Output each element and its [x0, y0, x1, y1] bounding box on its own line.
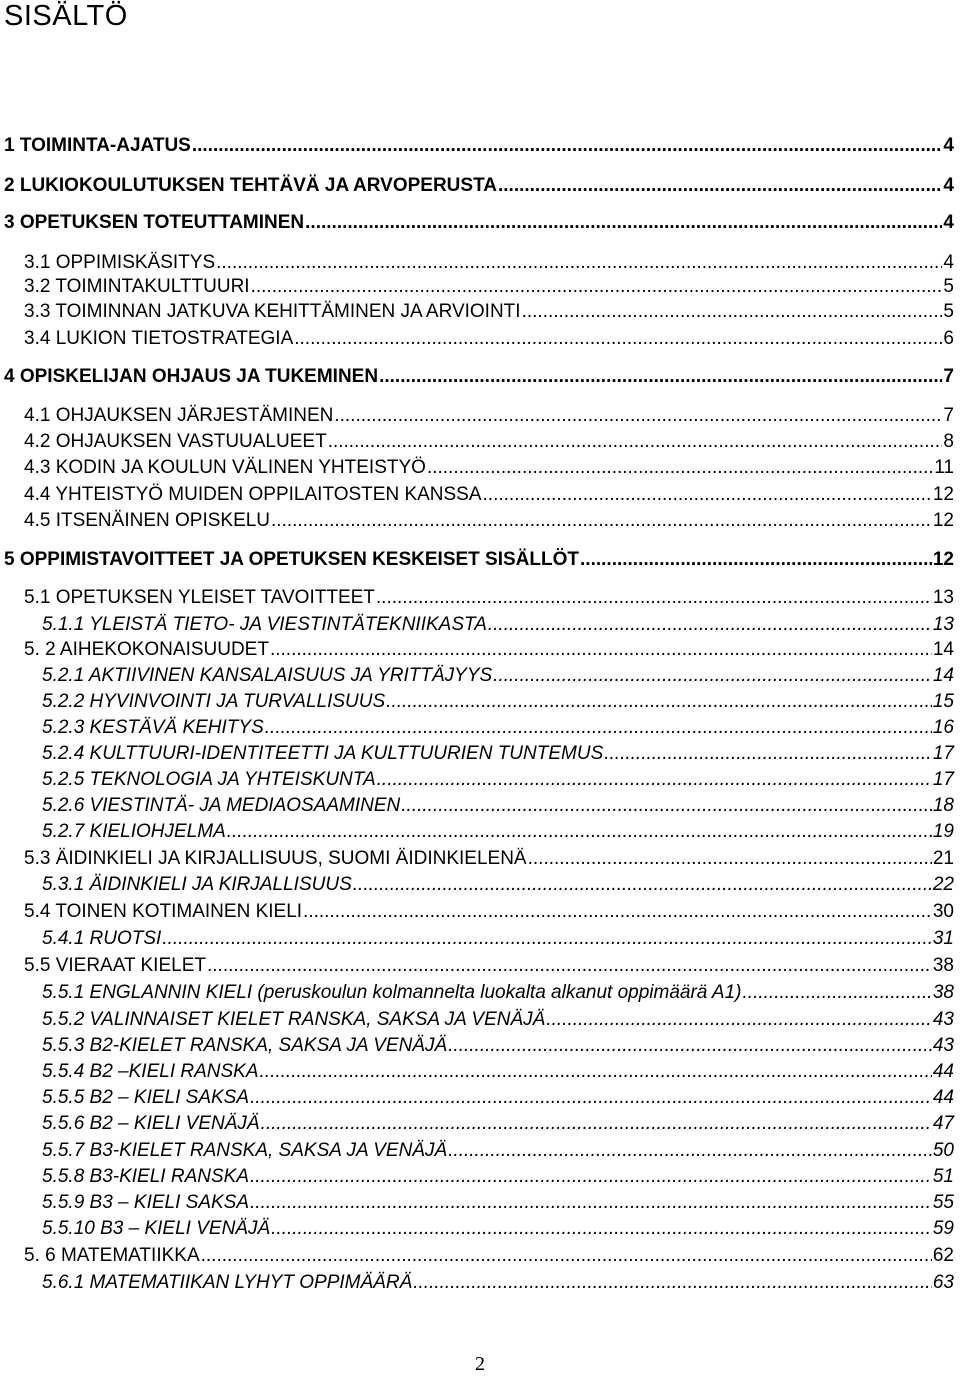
toc-entry-5-6[interactable]	[24, 1243, 954, 1269]
toc-leader	[250, 1085, 932, 1111]
toc-page: 7	[943, 366, 954, 387]
toc-entry-5-5-6[interactable]	[42, 1111, 954, 1137]
toc-label: 5. 6 MATEMATIIKKA	[24, 1245, 200, 1266]
toc-page: 14	[932, 639, 954, 660]
toc-label: 5.5.2 VALINNAISET KIELET RANSKA, SAKSA JA VENÄJÄ	[42, 1009, 546, 1030]
toc-entry-3[interactable]	[4, 210, 954, 236]
toc-leader	[498, 173, 942, 199]
toc-entry-4-1[interactable]	[24, 403, 954, 429]
toc-label: 3.4 LUKION TIETOSTRATEGIA	[24, 328, 294, 349]
toc-label: 5.4.1 RUOTSI	[42, 928, 162, 949]
toc-entry-3-1[interactable]	[24, 250, 954, 276]
toc-leader	[303, 899, 932, 925]
toc-leader	[216, 250, 942, 276]
toc-entry-5-2-5[interactable]	[42, 767, 954, 793]
toc-label: 5.2.5 TEKNOLOGIA JA YHTEISKUNTA	[42, 769, 376, 790]
toc-label: 5.2.1 AKTIIVINEN KANSALAISUUS JA YRITTÄJYYS	[42, 665, 493, 686]
toc-entry-5-5-10[interactable]	[42, 1216, 954, 1242]
toc-page: 63	[932, 1272, 954, 1293]
page-number: 2	[475, 1353, 485, 1375]
toc-leader	[448, 1138, 932, 1164]
toc-entry-5-2-7[interactable]	[42, 819, 954, 845]
toc-label: 4 OPISKELIJAN OHJAUS JA TUKEMINEN	[4, 366, 379, 387]
toc-page: 38	[932, 982, 954, 1003]
toc-entry-5-2-4[interactable]	[42, 741, 954, 767]
toc-label: 1 TOIMINTA-AJATUS	[4, 135, 191, 156]
toc-label: 5.5.9 B3 – KIELI SAKSA	[42, 1192, 250, 1213]
toc-label: 5.5.5 B2 – KIELI SAKSA	[42, 1087, 250, 1108]
toc-label: 5.5.4 B2 –KIELI RANSKA	[42, 1061, 259, 1082]
toc-page: 7	[943, 405, 954, 426]
toc-leader	[379, 364, 942, 390]
toc-label: 4.1 OHJAUKSEN JÄRJESTÄMINEN	[24, 405, 334, 426]
toc-leader	[493, 663, 932, 689]
toc-page: 5	[943, 276, 954, 297]
toc-page: 55	[932, 1192, 954, 1213]
toc-entry-5-5-5[interactable]	[42, 1085, 954, 1111]
toc-leader	[353, 872, 932, 898]
toc-page: 4	[943, 252, 954, 273]
toc-page: 22	[932, 874, 954, 895]
toc-leader	[401, 793, 932, 819]
toc-entry-5-5-9[interactable]	[42, 1190, 954, 1216]
toc-leader	[265, 715, 932, 741]
toc-entry-3-2[interactable]	[24, 274, 954, 300]
toc-label: 5.3.1 ÄIDINKIELI JA KIRJALLISUUS	[42, 874, 352, 895]
toc-label: 4.5 ITSENÄINEN OPISKELU	[24, 510, 271, 531]
toc-leader	[192, 133, 943, 159]
toc-entry-5-5-4[interactable]	[42, 1059, 954, 1085]
toc-leader	[250, 1164, 932, 1190]
toc-label: 5.5 VIERAAT KIELET	[24, 955, 206, 976]
toc-label: 5.6.1 MATEMATIIKAN LYHYT OPPIMÄÄRÄ	[42, 1272, 413, 1293]
toc-page: 8	[943, 431, 954, 452]
toc-leader	[162, 926, 932, 952]
toc-leader	[305, 210, 942, 236]
toc-leader	[251, 274, 943, 300]
toc-leader	[580, 547, 932, 573]
toc-entry-5-5-2[interactable]	[42, 1007, 954, 1033]
toc-label: 5.2.3 KESTÄVÄ KEHITYS	[42, 717, 264, 738]
toc-entry-5-2-2[interactable]	[42, 689, 954, 715]
toc-leader	[413, 1270, 932, 1296]
toc-leader	[250, 1190, 932, 1216]
toc-page: 4	[943, 135, 954, 156]
toc-label: 3.3 TOIMINNAN JATKUVA KEHITTÄMINEN JA ARVIOINTI	[24, 301, 521, 322]
toc-leader	[270, 637, 932, 663]
toc-entry-5-3-1[interactable]	[42, 872, 954, 898]
toc-leader	[294, 326, 942, 352]
toc-entry-5-5[interactable]	[24, 953, 954, 979]
toc-page: 17	[932, 743, 954, 764]
toc-label: 4.4 YHTEISTYÖ MUIDEN OPPILAITOSTEN KANSSA	[24, 484, 482, 505]
toc-entry-5-3[interactable]	[24, 846, 954, 872]
toc-entry-4-5[interactable]	[24, 508, 954, 534]
toc-leader	[377, 767, 932, 793]
toc-label: 5.1 OPETUKSEN YLEISET TAVOITTEET	[24, 587, 375, 608]
toc-entry-5-2-1[interactable]	[42, 663, 954, 689]
toc-entry-3-4[interactable]	[24, 326, 954, 352]
toc-entry-5-4[interactable]	[24, 899, 954, 925]
toc-leader	[522, 299, 943, 325]
toc-entry-1[interactable]	[4, 133, 954, 159]
toc-leader	[546, 1007, 932, 1033]
toc-leader	[261, 1111, 932, 1137]
toc-page: 6	[943, 328, 954, 349]
toc-page: 47	[932, 1113, 954, 1134]
toc-entry-5-2-6[interactable]	[42, 793, 954, 819]
toc-entry-5[interactable]	[4, 547, 954, 573]
toc-page: 44	[932, 1061, 954, 1082]
toc-entry-5-1[interactable]	[24, 585, 954, 611]
toc-leader	[386, 689, 932, 715]
toc-entry-5-4-1[interactable]	[42, 926, 954, 952]
toc-entry-5-2[interactable]	[24, 637, 954, 663]
toc-entry-5-6-1[interactable]	[42, 1270, 954, 1296]
toc-page: 44	[932, 1087, 954, 1108]
toc-page: 13	[932, 614, 954, 635]
toc-label: 5 OPPIMISTAVOITTEET JA OPETUKSEN KESKEISET SISÄLLÖT	[4, 549, 580, 570]
toc-page: 12	[932, 549, 954, 570]
toc-label: 5.2.4 KULTTUURI-IDENTITEETTI JA KULTTUURIEN TUNTEMUS	[42, 743, 604, 764]
toc-page: 12	[932, 484, 954, 505]
toc-page: 51	[932, 1166, 954, 1187]
toc-entry-5-5-7[interactable]	[42, 1138, 954, 1164]
toc-page: 21	[932, 848, 954, 869]
toc-page: 14	[932, 665, 954, 686]
toc-page: 16	[932, 717, 954, 738]
toc-leader	[271, 1216, 932, 1242]
toc-entry-4-4[interactable]	[24, 482, 954, 508]
toc-label: 5.2.6 VIESTINTÄ- JA MEDIAOSAAMINEN	[42, 795, 401, 816]
toc-page: 50	[932, 1140, 954, 1161]
toc-entry-4[interactable]	[4, 364, 954, 390]
toc-leader	[334, 403, 942, 429]
toc-leader	[483, 482, 932, 508]
toc-entry-5-5-8[interactable]	[42, 1164, 954, 1190]
toc-entry-2[interactable]	[4, 173, 954, 199]
toc-label: 5.5.1 ENGLANNIN KIELI (peruskoulun kolmannelta luokalta alkanut oppimäärä A1)	[42, 982, 742, 1003]
toc-page: 11	[934, 457, 954, 478]
toc-leader	[207, 953, 932, 979]
toc-entry-3-3[interactable]	[24, 299, 954, 325]
toc-label: 4.3 KODIN JA KOULUN VÄLINEN YHTEISTYÖ	[24, 457, 426, 478]
toc-leader	[427, 455, 933, 481]
toc-page: 5	[943, 301, 954, 322]
toc-label: 3.1 OPPIMISKÄSITYS	[24, 252, 216, 273]
toc-page: 4	[943, 212, 954, 233]
toc-label: 5.4 TOINEN KOTIMAINEN KIELI	[24, 901, 303, 922]
toc-entry-5-5-1[interactable]	[42, 980, 954, 1006]
toc-leader	[328, 429, 943, 455]
toc-entry-4-3[interactable]	[24, 455, 954, 481]
toc-page: 4	[943, 175, 954, 196]
toc-leader	[604, 741, 932, 767]
toc-leader	[201, 1243, 932, 1269]
toc-page: 31	[932, 928, 954, 949]
toc-leader	[488, 612, 932, 638]
toc-page: 30	[932, 901, 954, 922]
toc-label: 5.1.1 YLEISTÄ TIETO- JA VIESTINTÄTEKNIIKASTA	[42, 614, 487, 635]
toc-label: 2 LUKIOKOULUTUKSEN TEHTÄVÄ JA ARVOPERUSTA	[4, 175, 497, 196]
toc-leader	[448, 1033, 932, 1059]
toc-entry-5-5-3[interactable]	[42, 1033, 954, 1059]
toc-entry-5-2-3[interactable]	[42, 715, 954, 741]
toc-entry-4-2[interactable]	[24, 429, 954, 455]
toc-label: 5.5.3 B2-KIELET RANSKA, SAKSA JA VENÄJÄ	[42, 1035, 448, 1056]
toc-page: 13	[932, 587, 954, 608]
toc-leader	[528, 846, 932, 872]
toc-label: 5.2.2 HYVINVOINTI JA TURVALLISUUS	[42, 691, 386, 712]
toc-label: 5.5.6 B2 – KIELI VENÄJÄ	[42, 1113, 260, 1134]
toc-page: 18	[932, 795, 954, 816]
toc-label: 3.2 TOIMINTAKULTTUURI	[24, 276, 250, 297]
toc-leader	[743, 980, 932, 1006]
toc-label: 4.2 OHJAUKSEN VASTUUALUEET	[24, 431, 327, 452]
toc-leader	[376, 585, 932, 611]
toc-page: 59	[932, 1218, 954, 1239]
toc-label: 5.5.7 B3-KIELET RANSKA, SAKSA JA VENÄJÄ	[42, 1140, 448, 1161]
toc-page: 62	[932, 1245, 954, 1266]
toc-page: 19	[932, 821, 954, 842]
toc-label: 3 OPETUKSEN TOTEUTTAMINEN	[4, 212, 305, 233]
toc-page: 43	[932, 1009, 954, 1030]
page-title: SISÄLTÖ	[4, 0, 128, 32]
toc-page: 17	[932, 769, 954, 790]
toc-label: 5.5.8 B3-KIELI RANSKA	[42, 1166, 249, 1187]
toc-label: 5.5.10 B3 – KIELI VENÄJÄ	[42, 1218, 271, 1239]
toc-page: 12	[932, 510, 954, 531]
toc-label: 5. 2 AIHEKOKONAISUUDET	[24, 639, 269, 660]
toc-leader	[260, 1059, 932, 1085]
toc-label: 5.3 ÄIDINKIELI JA KIRJALLISUUS, SUOMI ÄIDINKIELENÄ	[24, 848, 527, 869]
toc-page: 43	[932, 1035, 954, 1056]
toc-leader	[271, 508, 932, 534]
toc-page: 38	[932, 955, 954, 976]
toc-entry-5-1-1[interactable]	[42, 612, 954, 638]
toc-page: 15	[932, 691, 954, 712]
toc-leader	[227, 819, 932, 845]
toc-label: 5.2.7 KIELIOHJELMA	[42, 821, 226, 842]
